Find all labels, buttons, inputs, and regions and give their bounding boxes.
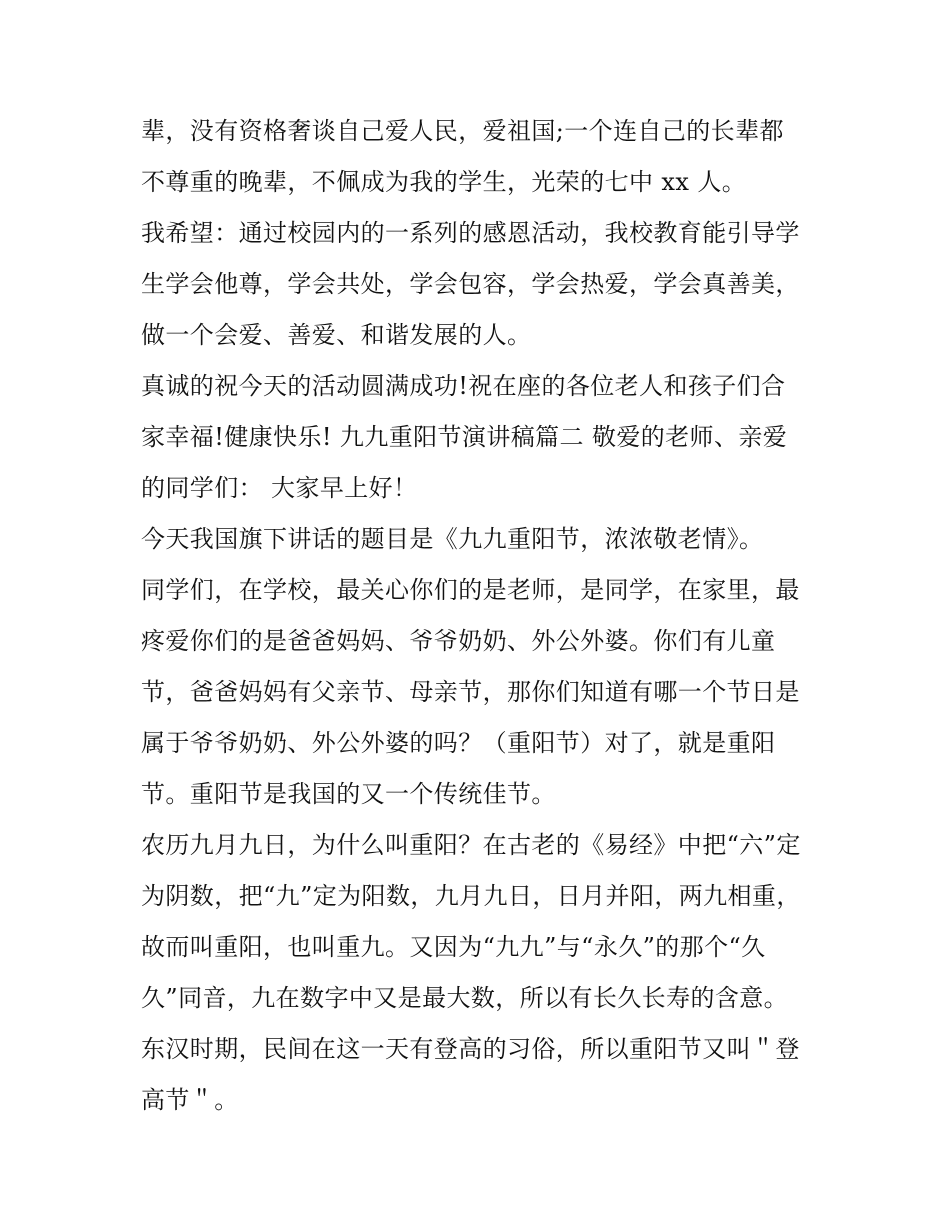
text-line: 为阴数，把“九”定为阳数，九月九日，日月并阳，两九相重， [141, 882, 801, 910]
text-line: 不尊重的晚辈，不佩成为我的学生，光荣的七中 xx 人。 [141, 168, 747, 196]
text-line: 今天我国旗下讲话的题目是《九九重阳节，浓浓敬老情》。 [141, 525, 764, 553]
body-text [141, 106, 821, 1126]
text-line: 疼爱你们的是爸爸妈妈、爷爷奶奶、外公外婆。你们有儿童 [141, 627, 776, 655]
text-line: 久”同音，九在数字中又是最大数，所以有长久长寿的含意。 [141, 984, 789, 1012]
text-line: 节。重阳节是我国的又一个传统佳节。 [141, 780, 556, 808]
text-line: 同学们，在学校，最关心你们的是老师，是同学，在家里，最 [141, 576, 800, 604]
text-line: 高节＂。 [141, 1086, 239, 1114]
text-line: 辈，没有资格奢谈自己爱人民，爱祖国;一个连自己的长辈都 [141, 117, 784, 145]
text-line: 生学会他尊，学会共处，学会包容，学会热爱，学会真善美， [141, 270, 800, 298]
text-line: 我希望：通过校园内的一系列的感恩活动，我校教育能引导学 [141, 219, 800, 247]
text-line: 做一个会爱、善爱、和谐发展的人。 [141, 321, 532, 349]
text-line: 真诚的祝今天的活动圆满成功!祝在座的各位老人和孩子们合 [141, 372, 786, 400]
text-line: 的同学们： 大家早上好！ [141, 474, 418, 502]
text-line: 家幸福!健康快乐! 九九重阳节演讲稿篇二 敬爱的老师、亲爱 [141, 423, 788, 451]
text-line: 属于爷爷奶奶、外公外婆的吗？（重阳节）对了，就是重阳 [141, 729, 776, 757]
text-line: 节，爸爸妈妈有父亲节、母亲节，那你们知道有哪一个节日是 [141, 678, 800, 706]
text-line: 东汉时期，民间在这一天有登高的习俗，所以重阳节又叫＂登 [141, 1035, 800, 1063]
text-line: 农历九月九日，为什么叫重阳？在古老的《易经》中把“六”定 [141, 831, 801, 859]
text-line: 故而叫重阳，也叫重九。又因为“九九”与“永久”的那个“久 [141, 933, 766, 961]
